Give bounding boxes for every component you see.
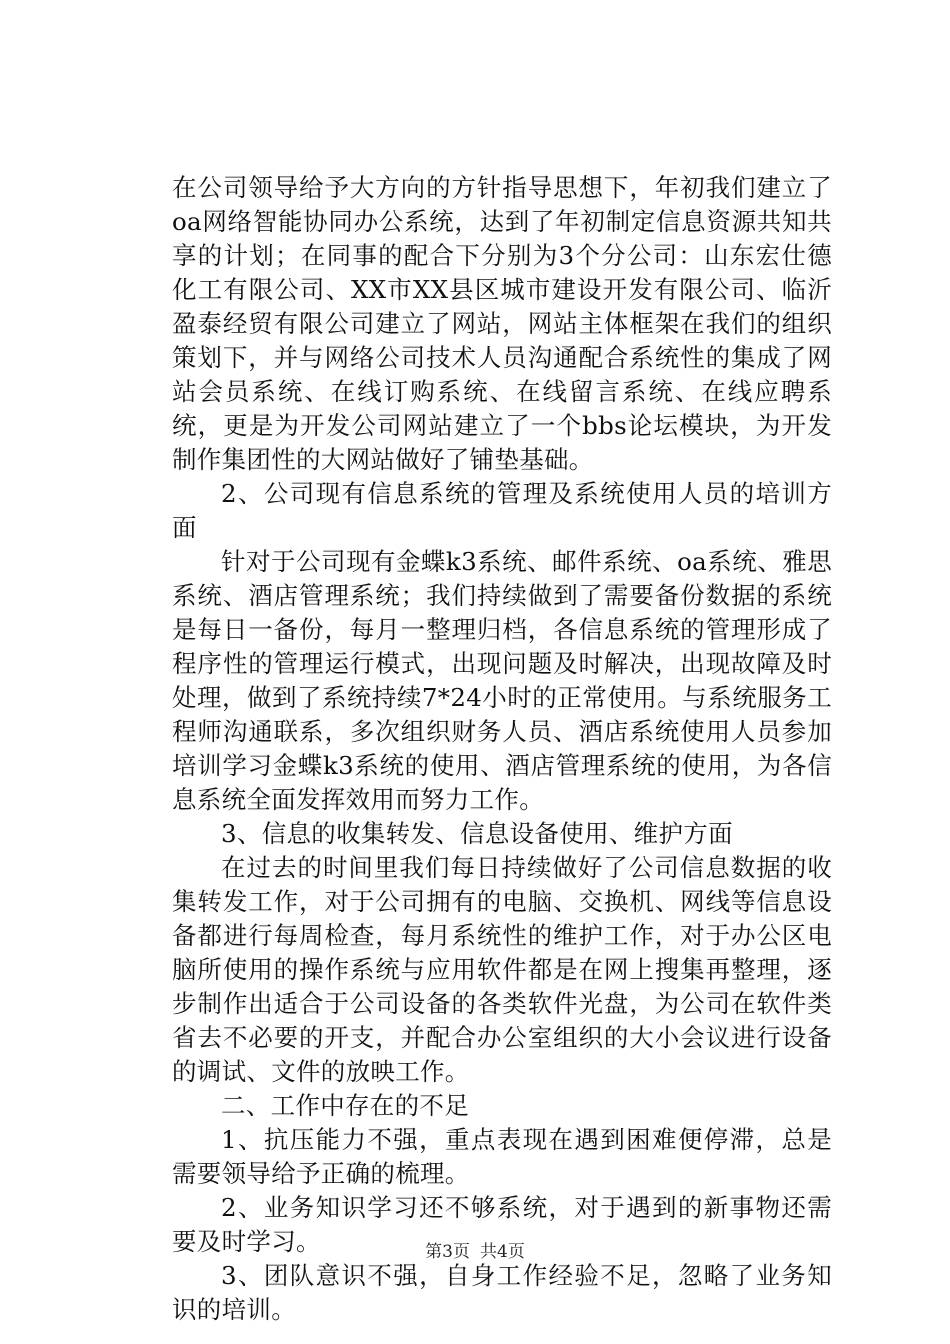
shortcoming-item-3: 3、团队意识不强，自身工作经验不足，忽略了业务知识的培训。 bbox=[172, 1261, 832, 1324]
page-footer bbox=[0, 1241, 950, 1263]
page-number: 第3页 bbox=[425, 1242, 470, 1262]
section-heading-shortcomings: 二、工作中存在的不足 bbox=[221, 1091, 469, 1120]
section-heading-3-info-collection: 3、信息的收集转发、信息设备使用、维护方面 bbox=[221, 819, 733, 848]
paragraph-info-collection: 在过去的时间里我们每日持续做好了公司信息数据的收集转发工作，对于公司拥有的电脑、交换机、网线等信息设备都进行每周检查，每月系统性的维护工作，对于办公区电脑所使用的操作系统与应用软件都是在网上搜集再整理，逐步制作出适合于公司设备的各类软件光盘，为公司在软件类省去不必要的开支，并配合办公室组织的大小会议进行设备的调试、文件的放映工作。 bbox=[172, 853, 832, 1086]
section-heading-2-system-management: 2、公司现有信息系统的管理及系统使用人员的培训方面 bbox=[172, 479, 832, 542]
paragraph-oa-system-and-websites: 在公司领导给予大方向的方针指导思想下，年初我们建立了oa网络智能协同办公系统，达到了年初制定信息资源共知共享的计划；在同事的配合下分别为3个分公司：山东宏仕德化工有限公司、XX市XX县区城市建设开发有限公司、临沂盈泰经贸有限公司建立了网站，网站主体框架在我们的组织策划下，并与网络公司技术人员沟通配合系统性的集成了网站会员系统、在线订购系统、在线留言系统、在线应聘系统，更是为开发公司网站建立了一个bbs论坛模块，为开发制作集团性的大网站做好了铺垫基础。 bbox=[172, 173, 832, 474]
shortcoming-item-1: 1、抗压能力不强，重点表现在遇到困难便停滞，总是需要领导给予正确的梳理。 bbox=[172, 1125, 832, 1188]
page-total: 共4页 bbox=[480, 1242, 525, 1262]
paragraph-system-management: 针对于公司现有金蝶k3系统、邮件系统、oa系统、雅思系统、酒店管理系统；我们持续做到了需要备份数据的系统是每日一备份，每月一整理归档，各信息系统的管理形成了程序性的管理运行模式，出现问题及时解决，出现故障及时处理，做到了系统持续7*24小时的正常使用。与系统服务工程师沟通联系，多次组织财务人员、酒店系统使用人员参加培训学习金蝶k3系统的使用、酒店管理系统的使用，为各信息系统全面发挥效用而努力工作。 bbox=[172, 547, 832, 814]
document-body bbox=[172, 171, 832, 1327]
shortcoming-item-2: 2、业务知识学习还不够系统，对于遇到的新事物还需要及时学习。 bbox=[172, 1193, 832, 1256]
